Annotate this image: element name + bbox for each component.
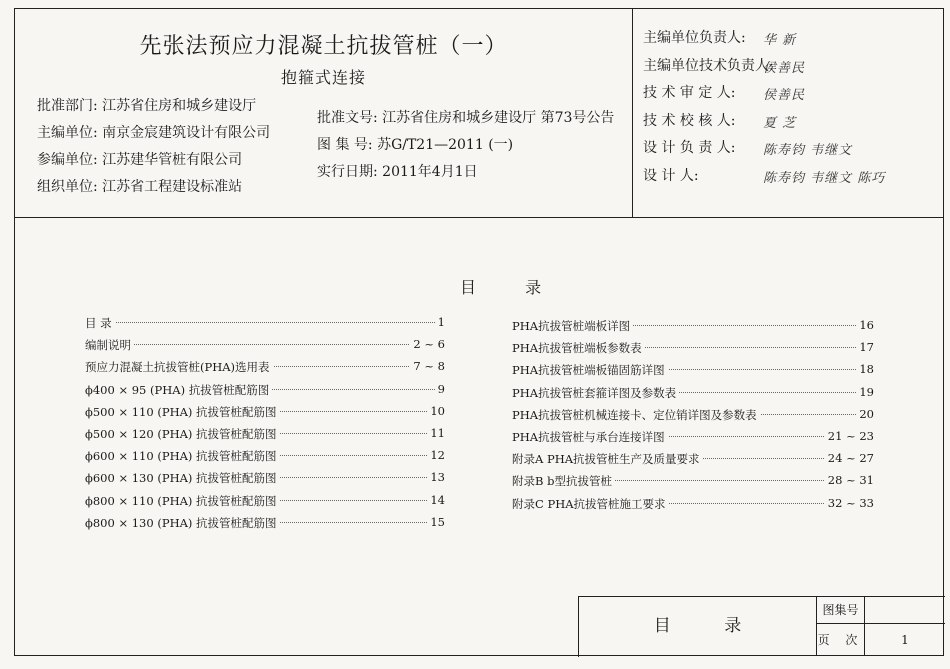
signature-label: 主编单位技术负责人: xyxy=(643,57,774,74)
leader-dots xyxy=(85,322,445,323)
toc-entry-page: 17 xyxy=(856,340,874,354)
toc-entry-label: ϕ800 × 130 (PHA) 抗拔管桩配筋图 xyxy=(85,515,280,531)
title-block-name: 目 录 xyxy=(653,616,766,636)
toc-entry-label: 附录C PHA抗拔管桩施工要求 xyxy=(512,496,669,512)
toc-entry xyxy=(85,359,445,381)
toc-entry-label: 目 录 xyxy=(85,315,115,331)
atlas-subtitle: 抱箍式连接 xyxy=(280,68,366,87)
toc-entry xyxy=(85,382,445,404)
toc-entry-label: 附录B b型抗拔管桩 xyxy=(512,473,615,489)
toc-entry xyxy=(512,362,874,384)
toc-entry-page: 15 xyxy=(427,515,445,529)
toc-entry xyxy=(85,337,445,359)
organizer-unit: 组织单位: 江苏省工程建设标准站 xyxy=(37,179,243,195)
signature-label: 设 计 人: xyxy=(643,167,699,184)
signature-list xyxy=(643,25,886,190)
toc-entry xyxy=(512,429,874,451)
toc-title: 目 录 xyxy=(460,278,564,297)
toc-entry-page: 28 ~ 31 xyxy=(825,473,874,487)
signature-row xyxy=(643,135,853,163)
signature: 陈寿钧 韦继文 xyxy=(763,143,853,158)
signature-row xyxy=(643,163,886,191)
signature: 华 新 xyxy=(763,33,797,48)
toc-entry-label: ϕ400 × 95 (PHA) 抗拔管桩配筋图 xyxy=(85,382,272,398)
atlas-value xyxy=(865,597,945,623)
toc-entry-page: 18 xyxy=(856,362,874,376)
toc-entry xyxy=(512,340,874,362)
atlas-label: 图集号 xyxy=(817,597,865,623)
signature-row xyxy=(643,108,797,136)
toc-entry-label: 附录A PHA抗拔管桩生产及质量要求 xyxy=(512,451,703,467)
toc-entry-label: PHA抗拔管桩端板详图 xyxy=(512,318,633,334)
chief-editor-unit: 主编单位: 南京金宸建筑设计有限公司 xyxy=(37,125,271,141)
signature-label: 主编单位负责人: xyxy=(643,30,746,46)
toc-entry-label: ϕ500 × 110 (PHA) 抗拔管桩配筋图 xyxy=(85,404,280,420)
toc-entry-label: ϕ500 × 120 (PHA) 抗拔管桩配筋图 xyxy=(85,426,280,442)
toc-entry-page: 10 xyxy=(427,404,445,418)
toc-entry-page: 1 xyxy=(435,315,445,329)
effective-date: 实行日期: 2011年4月1日 xyxy=(317,164,478,180)
atlas-title: 先张法预应力混凝土抗拔管桩（一） xyxy=(139,34,508,59)
signature: 侯善民 xyxy=(763,60,806,76)
toc-entry xyxy=(85,404,445,426)
toc-entry-page: 2 ~ 6 xyxy=(410,337,445,351)
toc-entry xyxy=(85,515,445,537)
toc-entry-page: 20 xyxy=(856,407,874,421)
approval-dept: 批准部门: 江苏省住房和城乡建设厅 xyxy=(37,98,257,114)
toc-entry xyxy=(85,426,445,448)
toc-entry xyxy=(512,385,874,407)
toc-entry-label: 编制说明 xyxy=(85,337,134,353)
toc-entry xyxy=(512,473,874,495)
toc-entry-label: PHA抗拔管桩与承台连接详图 xyxy=(512,429,668,445)
toc-entry-label: 预应力混凝土抗拔管桩(PHA)选用表 xyxy=(85,359,273,375)
toc-entry xyxy=(512,451,874,473)
toc-entry-page: 24 ~ 27 xyxy=(825,451,874,465)
toc-entry-label: ϕ800 × 110 (PHA) 抗拔管桩配筋图 xyxy=(85,493,280,509)
page-value: 1 xyxy=(901,633,909,647)
toc-entry xyxy=(85,448,445,470)
co-editor-unit: 参编单位: 江苏建华管桩有限公司 xyxy=(37,152,243,168)
toc-entry-page: 19 xyxy=(856,385,874,399)
page-row xyxy=(817,624,945,656)
toc-entry-page: 14 xyxy=(427,493,445,507)
toc-entry-page: 9 xyxy=(435,382,445,396)
toc-right-column xyxy=(512,318,874,518)
signature-row xyxy=(643,25,797,53)
toc-entry-label: PHA抗拔管桩套箍详图及参数表 xyxy=(512,385,679,401)
toc-entry xyxy=(512,407,874,429)
toc-entry-page: 32 ~ 33 xyxy=(825,496,874,510)
approval-doc: 批准文号: 江苏省住房和城乡建设厅 第73号公告 xyxy=(317,110,615,126)
toc-entry-page: 13 xyxy=(427,470,445,484)
toc-entry xyxy=(85,493,445,515)
toc-entry-page: 11 xyxy=(427,426,445,440)
signature-row xyxy=(643,80,806,108)
signature: 陈寿钧 韦继文 陈巧 xyxy=(763,170,886,186)
toc-entry xyxy=(512,318,874,340)
header-left xyxy=(15,9,633,217)
signature-label: 设 计 负 责 人: xyxy=(643,140,736,156)
toc-entry xyxy=(512,496,874,518)
toc-entry-page: 12 xyxy=(427,448,445,462)
atlas-number: 图 集 号: 苏G/T21—2011 (一) xyxy=(317,137,514,153)
signature: 侯善民 xyxy=(763,88,806,103)
toc-entry xyxy=(85,315,445,337)
unit-info xyxy=(37,93,270,201)
toc-entry-label: PHA抗拔管桩端板锚固筋详图 xyxy=(512,362,668,378)
toc-entry-page: 21 ~ 23 xyxy=(825,429,874,443)
toc-entry-label: ϕ600 × 130 (PHA) 抗拔管桩配筋图 xyxy=(85,470,280,486)
title-block-grid xyxy=(816,597,945,656)
page-label: 页 次 xyxy=(817,624,865,656)
atlas-row xyxy=(817,597,945,624)
signature-label: 技 术 审 定 人: xyxy=(643,85,736,101)
toc-entry-label: PHA抗拔管桩端板参数表 xyxy=(512,340,645,356)
toc-entry-page: 16 xyxy=(856,318,874,332)
signature-row xyxy=(643,53,806,81)
toc-left-column xyxy=(85,315,445,537)
toc-entry-page: 7 ~ 8 xyxy=(410,359,445,373)
toc-entry xyxy=(85,470,445,492)
drawing-sheet xyxy=(14,8,944,656)
publication-info xyxy=(317,105,614,186)
signature: 夏 芝 xyxy=(763,115,797,131)
title-block xyxy=(578,596,945,657)
toc-entry-label: ϕ600 × 110 (PHA) 抗拔管桩配筋图 xyxy=(85,448,280,464)
leader-dots xyxy=(85,344,445,345)
header-block xyxy=(15,9,943,218)
signature-label: 技 术 校 核 人: xyxy=(643,112,736,129)
toc-entry-label: PHA抗拔管桩机械连接卡、定位销详图及参数表 xyxy=(512,407,760,423)
